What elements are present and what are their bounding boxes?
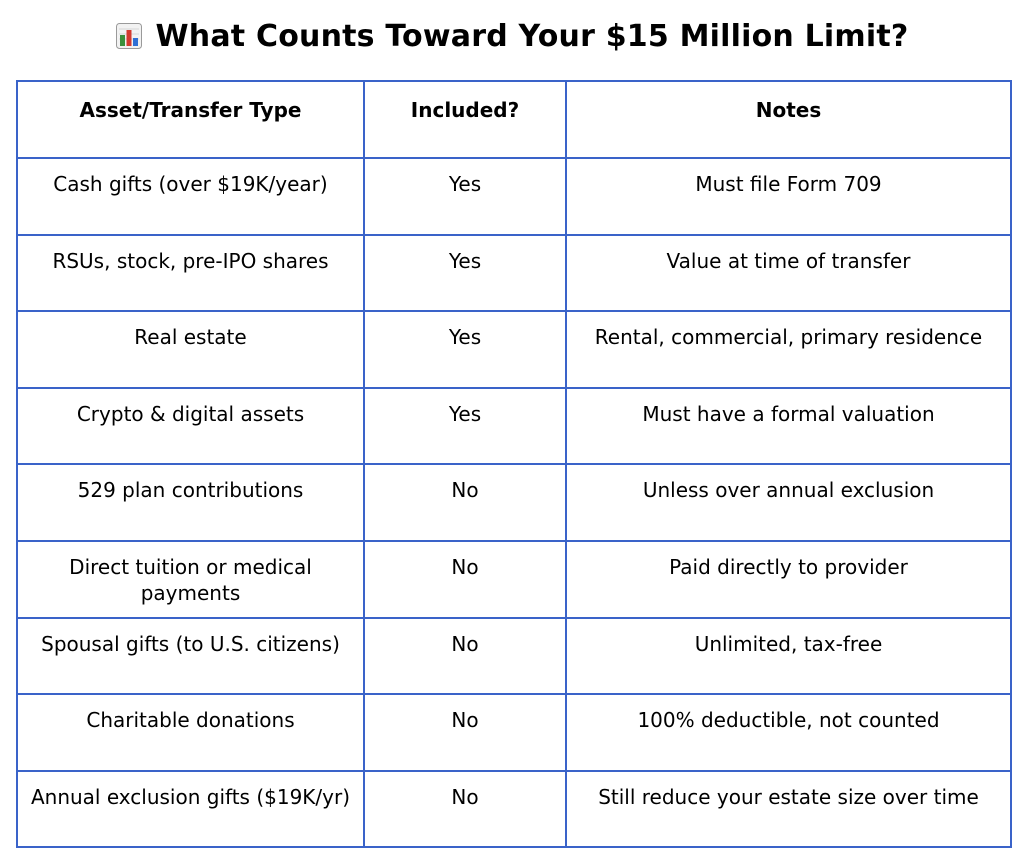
cell-notes: Rental, commercial, primary residence xyxy=(566,311,1011,388)
cell-notes: Still reduce your estate size over time xyxy=(566,771,1011,848)
table-row xyxy=(17,464,1011,541)
table-row xyxy=(17,311,1011,388)
cell-notes: Paid directly to provider xyxy=(566,541,1011,618)
cell-included: Yes xyxy=(364,158,566,235)
header-included: Included? xyxy=(364,81,566,158)
cell-notes: Must have a formal valuation xyxy=(566,388,1011,465)
cell-asset-type: RSUs, stock, pre-IPO shares xyxy=(17,235,364,312)
table-row xyxy=(17,618,1011,695)
cell-notes: Must file Form 709 xyxy=(566,158,1011,235)
cell-asset-type: Cash gifts (over $19K/year) xyxy=(17,158,364,235)
page-title-text: What Counts Toward Your $15 Million Limit? xyxy=(155,18,909,54)
header-asset-type: Asset/Transfer Type xyxy=(17,81,364,158)
header-notes: Notes xyxy=(566,81,1011,158)
cell-asset-type: Charitable donations xyxy=(17,694,364,771)
cell-asset-type: Spousal gifts (to U.S. citizens) xyxy=(17,618,364,695)
table-row xyxy=(17,541,1011,618)
cell-included: No xyxy=(364,694,566,771)
cell-asset-type: Direct tuition or medical payments xyxy=(17,541,364,618)
table-row xyxy=(17,158,1011,235)
cell-notes: Unlimited, tax-free xyxy=(566,618,1011,695)
cell-asset-type: Crypto & digital assets xyxy=(17,388,364,465)
cell-included: No xyxy=(364,771,566,848)
cell-notes: Unless over annual exclusion xyxy=(566,464,1011,541)
page-title xyxy=(0,14,1024,58)
bar-chart-icon xyxy=(116,23,142,49)
cell-included: Yes xyxy=(364,311,566,388)
cell-included: Yes xyxy=(364,388,566,465)
cell-included: No xyxy=(364,618,566,695)
cell-included: Yes xyxy=(364,235,566,312)
table-row xyxy=(17,771,1011,848)
table-row xyxy=(17,694,1011,771)
cell-asset-type: Annual exclusion gifts ($19K/yr) xyxy=(17,771,364,848)
cell-included: No xyxy=(364,464,566,541)
table-row xyxy=(17,235,1011,312)
table-row xyxy=(17,388,1011,465)
cell-notes: 100% deductible, not counted xyxy=(566,694,1011,771)
cell-asset-type: Real estate xyxy=(17,311,364,388)
cell-included: No xyxy=(364,541,566,618)
cell-notes: Value at time of transfer xyxy=(566,235,1011,312)
inclusion-table xyxy=(16,80,1012,848)
cell-asset-type: 529 plan contributions xyxy=(17,464,364,541)
table-header-row xyxy=(17,81,1011,158)
